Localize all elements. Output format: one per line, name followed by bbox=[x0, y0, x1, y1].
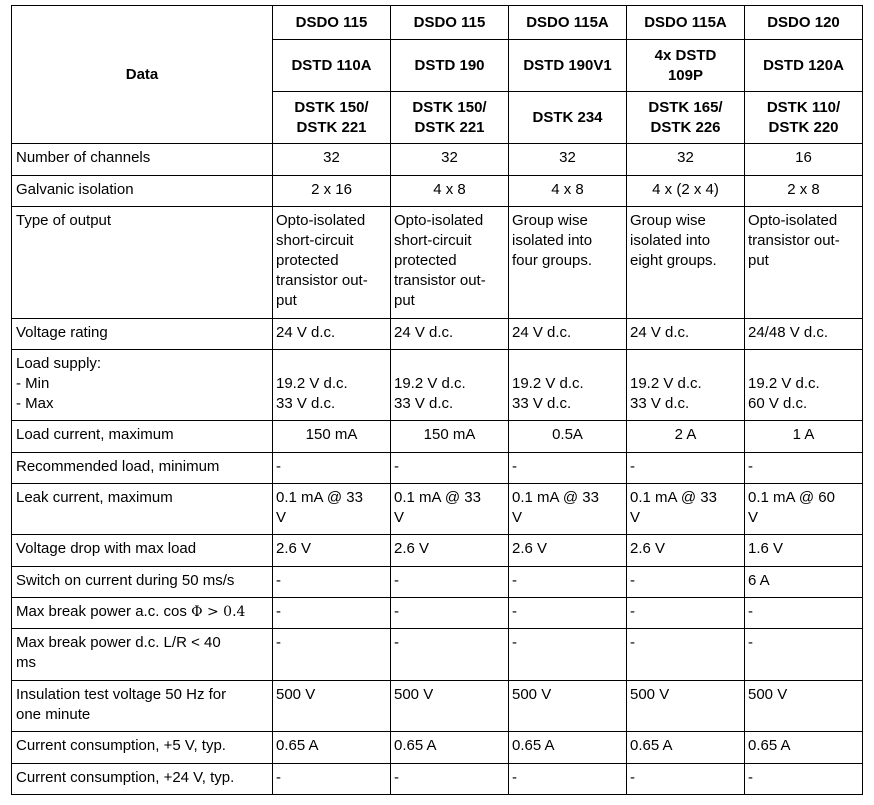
table-cell: 1 A bbox=[745, 421, 863, 453]
table-cell: - bbox=[391, 629, 509, 681]
table-cell: 19.2 V d.c. 33 V d.c. bbox=[509, 350, 627, 421]
table-cell: - bbox=[627, 567, 745, 598]
header-cell: DSDO 115A bbox=[509, 6, 627, 40]
table-cell: 0.1 mA @ 33 V bbox=[509, 484, 627, 535]
table-cell: 24 V d.c. bbox=[273, 319, 391, 350]
table-cell: - bbox=[273, 567, 391, 598]
table-cell: 500 V bbox=[273, 681, 391, 732]
table-body bbox=[12, 144, 863, 795]
table-header bbox=[12, 6, 863, 144]
table-cell: 24 V d.c. bbox=[627, 319, 745, 350]
table-cell: 2 A bbox=[627, 421, 745, 453]
header-cell: DSTK 150/ DSTK 221 bbox=[273, 92, 391, 144]
table-cell: 19.2 V d.c. 33 V d.c. bbox=[391, 350, 509, 421]
table-cell: 1.6 V bbox=[745, 535, 863, 567]
table-row bbox=[12, 732, 863, 764]
table-cell: - bbox=[627, 629, 745, 681]
table-cell: Opto-isolated short-circuit protected transistor out- put bbox=[391, 207, 509, 319]
table-row bbox=[12, 484, 863, 535]
table-cell: 0.65 A bbox=[509, 732, 627, 764]
table-cell: 19.2 V d.c. 33 V d.c. bbox=[273, 350, 391, 421]
table-cell: Opto-isolated short-circuit protected transistor out- put bbox=[273, 207, 391, 319]
row-label: Max break power d.c. L/R < 40 ms bbox=[12, 629, 273, 681]
table-cell: 2.6 V bbox=[391, 535, 509, 567]
table-cell: - bbox=[273, 764, 391, 795]
row-label: Galvanic isolation bbox=[12, 176, 273, 207]
table-row bbox=[12, 535, 863, 567]
row-label: Max break power a.c. cos Φ > 0.4 bbox=[12, 598, 273, 629]
row-label: Type of output bbox=[12, 207, 273, 319]
table-cell: - bbox=[273, 598, 391, 629]
header-row-dsdo bbox=[12, 6, 863, 40]
row-label: Load current, maximum bbox=[12, 421, 273, 453]
table-cell: 0.5A bbox=[509, 421, 627, 453]
table-row bbox=[12, 681, 863, 732]
header-cell: DSTD 120A bbox=[745, 40, 863, 92]
table-cell: 500 V bbox=[627, 681, 745, 732]
row-label: Voltage rating bbox=[12, 319, 273, 350]
row-label: Current consumption, +5 V, typ. bbox=[12, 732, 273, 764]
table-cell: 150 mA bbox=[391, 421, 509, 453]
table-cell: 19.2 V d.c. 33 V d.c. bbox=[627, 350, 745, 421]
table-cell: - bbox=[273, 629, 391, 681]
table-cell: 0.65 A bbox=[391, 732, 509, 764]
table-cell: - bbox=[745, 764, 863, 795]
table-cell: - bbox=[273, 453, 391, 484]
table-row bbox=[12, 567, 863, 598]
table-cell: 2.6 V bbox=[273, 535, 391, 567]
table-cell: 500 V bbox=[509, 681, 627, 732]
table-cell: 2 x 8 bbox=[745, 176, 863, 207]
table-cell: 0.65 A bbox=[273, 732, 391, 764]
table-cell: - bbox=[509, 598, 627, 629]
table-cell: 500 V bbox=[391, 681, 509, 732]
header-cell: DSTD 110A bbox=[273, 40, 391, 92]
header-cell: DSTK 150/ DSTK 221 bbox=[391, 92, 509, 144]
table-cell: - bbox=[509, 629, 627, 681]
table-cell: - bbox=[509, 764, 627, 795]
table-cell: 4 x 8 bbox=[509, 176, 627, 207]
table-cell: - bbox=[627, 764, 745, 795]
table-cell: 500 V bbox=[745, 681, 863, 732]
table-cell: 32 bbox=[509, 144, 627, 176]
table-cell: - bbox=[745, 598, 863, 629]
row-label: Recommended load, minimum bbox=[12, 453, 273, 484]
table-cell: 0.1 mA @ 33 V bbox=[391, 484, 509, 535]
table-cell: 24/48 V d.c. bbox=[745, 319, 863, 350]
table-row bbox=[12, 144, 863, 176]
table-cell: 0.1 mA @ 60 V bbox=[745, 484, 863, 535]
table-cell: - bbox=[391, 453, 509, 484]
header-cell: 4x DSTD 109P bbox=[627, 40, 745, 92]
table-cell: 4 x 8 bbox=[391, 176, 509, 207]
table-row bbox=[12, 598, 863, 629]
table-cell: 19.2 V d.c. 60 V d.c. bbox=[745, 350, 863, 421]
table-row bbox=[12, 319, 863, 350]
table-cell: - bbox=[391, 598, 509, 629]
header-cell: DSDO 115 bbox=[273, 6, 391, 40]
table-cell: 2.6 V bbox=[509, 535, 627, 567]
table-cell: Opto-isolated transistor out- put bbox=[745, 207, 863, 319]
header-cell: DSDO 115A bbox=[627, 6, 745, 40]
header-cell: DSTD 190V1 bbox=[509, 40, 627, 92]
table-cell: - bbox=[745, 629, 863, 681]
table-cell: 32 bbox=[391, 144, 509, 176]
row-label: Voltage drop with max load bbox=[12, 535, 273, 567]
row-label: Number of channels bbox=[12, 144, 273, 176]
table-cell: - bbox=[627, 453, 745, 484]
table-row bbox=[12, 207, 863, 319]
table-row bbox=[12, 453, 863, 484]
table-cell: - bbox=[745, 453, 863, 484]
io-specification-table bbox=[11, 5, 863, 795]
header-cell: DSTK 165/ DSTK 226 bbox=[627, 92, 745, 144]
table-cell: - bbox=[391, 764, 509, 795]
header-cell: DSTK 234 bbox=[509, 92, 627, 144]
table-cell: 32 bbox=[273, 144, 391, 176]
table-cell: Group wise isolated into four groups. bbox=[509, 207, 627, 319]
table-cell: 32 bbox=[627, 144, 745, 176]
table-cell: Group wise isolated into eight groups. bbox=[627, 207, 745, 319]
table-row bbox=[12, 764, 863, 795]
table-cell: 16 bbox=[745, 144, 863, 176]
table-cell: - bbox=[509, 567, 627, 598]
table-cell: - bbox=[391, 567, 509, 598]
row-label: Leak current, maximum bbox=[12, 484, 273, 535]
header-cell: DSDO 120 bbox=[745, 6, 863, 40]
table-cell: 24 V d.c. bbox=[391, 319, 509, 350]
table-cell: 0.65 A bbox=[627, 732, 745, 764]
cos-phi-symbol: Φ > 0.4 bbox=[191, 604, 246, 620]
table-cell: 2.6 V bbox=[627, 535, 745, 567]
row-label: Switch on current during 50 ms/s bbox=[12, 567, 273, 598]
row-label: Current consumption, +24 V, typ. bbox=[12, 764, 273, 795]
table-cell: 6 A bbox=[745, 567, 863, 598]
table-cell: 0.1 mA @ 33 V bbox=[627, 484, 745, 535]
table-cell: 0.1 mA @ 33 V bbox=[273, 484, 391, 535]
table-cell: - bbox=[509, 453, 627, 484]
table-cell: - bbox=[627, 598, 745, 629]
row-label: Load supply: - Min - Max bbox=[12, 350, 273, 421]
table-cell: 24 V d.c. bbox=[509, 319, 627, 350]
table-row bbox=[12, 629, 863, 681]
table-row bbox=[12, 176, 863, 207]
data-column-header: Data bbox=[12, 6, 273, 144]
table-row bbox=[12, 350, 863, 421]
row-label: Insulation test voltage 50 Hz for one minute bbox=[12, 681, 273, 732]
table-cell: 2 x 16 bbox=[273, 176, 391, 207]
table-cell: 0.65 A bbox=[745, 732, 863, 764]
table-row bbox=[12, 421, 863, 453]
header-cell: DSTD 190 bbox=[391, 40, 509, 92]
header-cell: DSDO 115 bbox=[391, 6, 509, 40]
table-cell: 150 mA bbox=[273, 421, 391, 453]
header-cell: DSTK 110/ DSTK 220 bbox=[745, 92, 863, 144]
table-cell: 4 x (2 x 4) bbox=[627, 176, 745, 207]
